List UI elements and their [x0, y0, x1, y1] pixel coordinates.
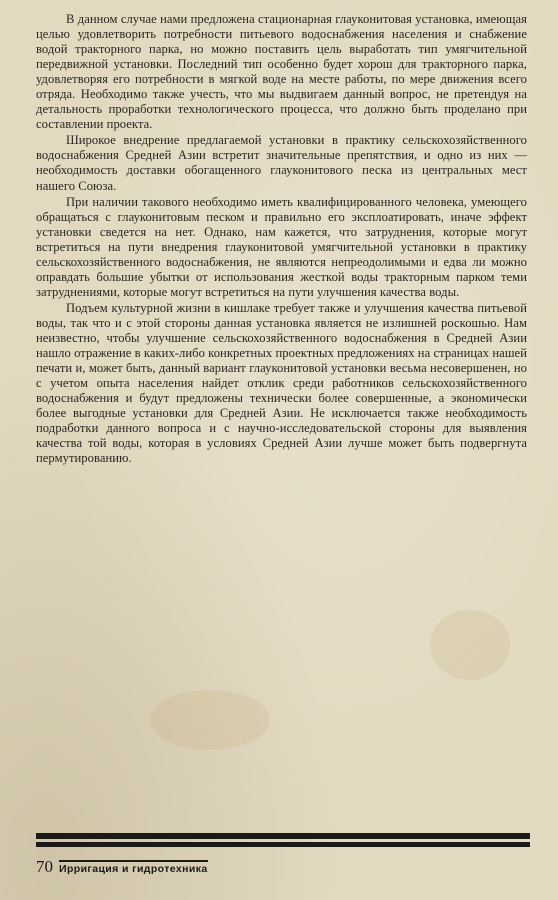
journal-title: Ирригация и гидротехника [59, 860, 208, 875]
paragraph: Широкое внедрение предлагаемой установки в практику сельскохозяйственного водоснабжения Средней Азии встретит значительные препятствия, и одно из них — необходимость доставки обогащенного глауконитового песка из центральных мест нашего Союза. [36, 133, 527, 193]
footer-rules [36, 833, 530, 847]
paragraph: Подъем культурной жизни в кишлаке требует также и улучшения качества питьевой воды, так что и с этой стороны данная установка является не излишней роскошью. Нам неизвестно, чтобы улучшение сельскохозяйственного водоснабжения в Средней Азии нашло отражение в каких-либо конкретных проектных предложениях на страницах нашей печати и, может быть, данный вариант глауконитовой установки весьма несовершенен, но с учетом опыта населения найдет отклик среди работников сельскохозяйственного водоснабжения и будут предложены технически более совершенные, а экономически более выгодные установки для Средней Азии. Не исключается также необходимость подработки данного вопроса и с научно-исследовательской стороны для выявления качества той воды, которая в условиях Средней Азии лучше может быть подвергнута пермутированию. [36, 300, 527, 466]
paragraph: В данном случае нами предложена стационарная глауконитовая установка, имеющая целью удовлетворить потребности питьевого водоснабжения населения и снабжение водой тракторного парка, но можно поставить цель выработать тип умягчительной передвижной установки. Последний тип особенно будет хорош для тракторного парка, удовлетворяя его потребности в мягкой воде на месте работы, по мере движения всего отряда. Необходимо также учесть, что мы выдвигаем данный вопрос, не претендуя на детальность проработки технологического процесса, что должно быть проделано при составлении проекта. [36, 12, 527, 132]
page-footer [36, 857, 208, 877]
divider [36, 842, 530, 847]
paragraph: При наличии такового необходимо иметь квалифицированного человека, умеющего обращаться с глауконитовым песком и правильно его эксплоатировать, иначе эффект установки сведется на нет. Однако, нам кажется, что затруднения, которые могут встретиться на пути внедрения глауконитовой умягчительной установки в практику сельскохозяйственного водоснабжения, не являются непреодолимыми и едва ли можно оправдать большие убытки от использования жесткой воды тракторным парком теми затруднениями, которые могут встретиться на пути улучшения качества воды. [36, 194, 527, 299]
page-number: 70 [36, 857, 53, 876]
paper-stain [150, 690, 270, 750]
paper-stain [430, 610, 510, 680]
article-body [36, 12, 527, 466]
